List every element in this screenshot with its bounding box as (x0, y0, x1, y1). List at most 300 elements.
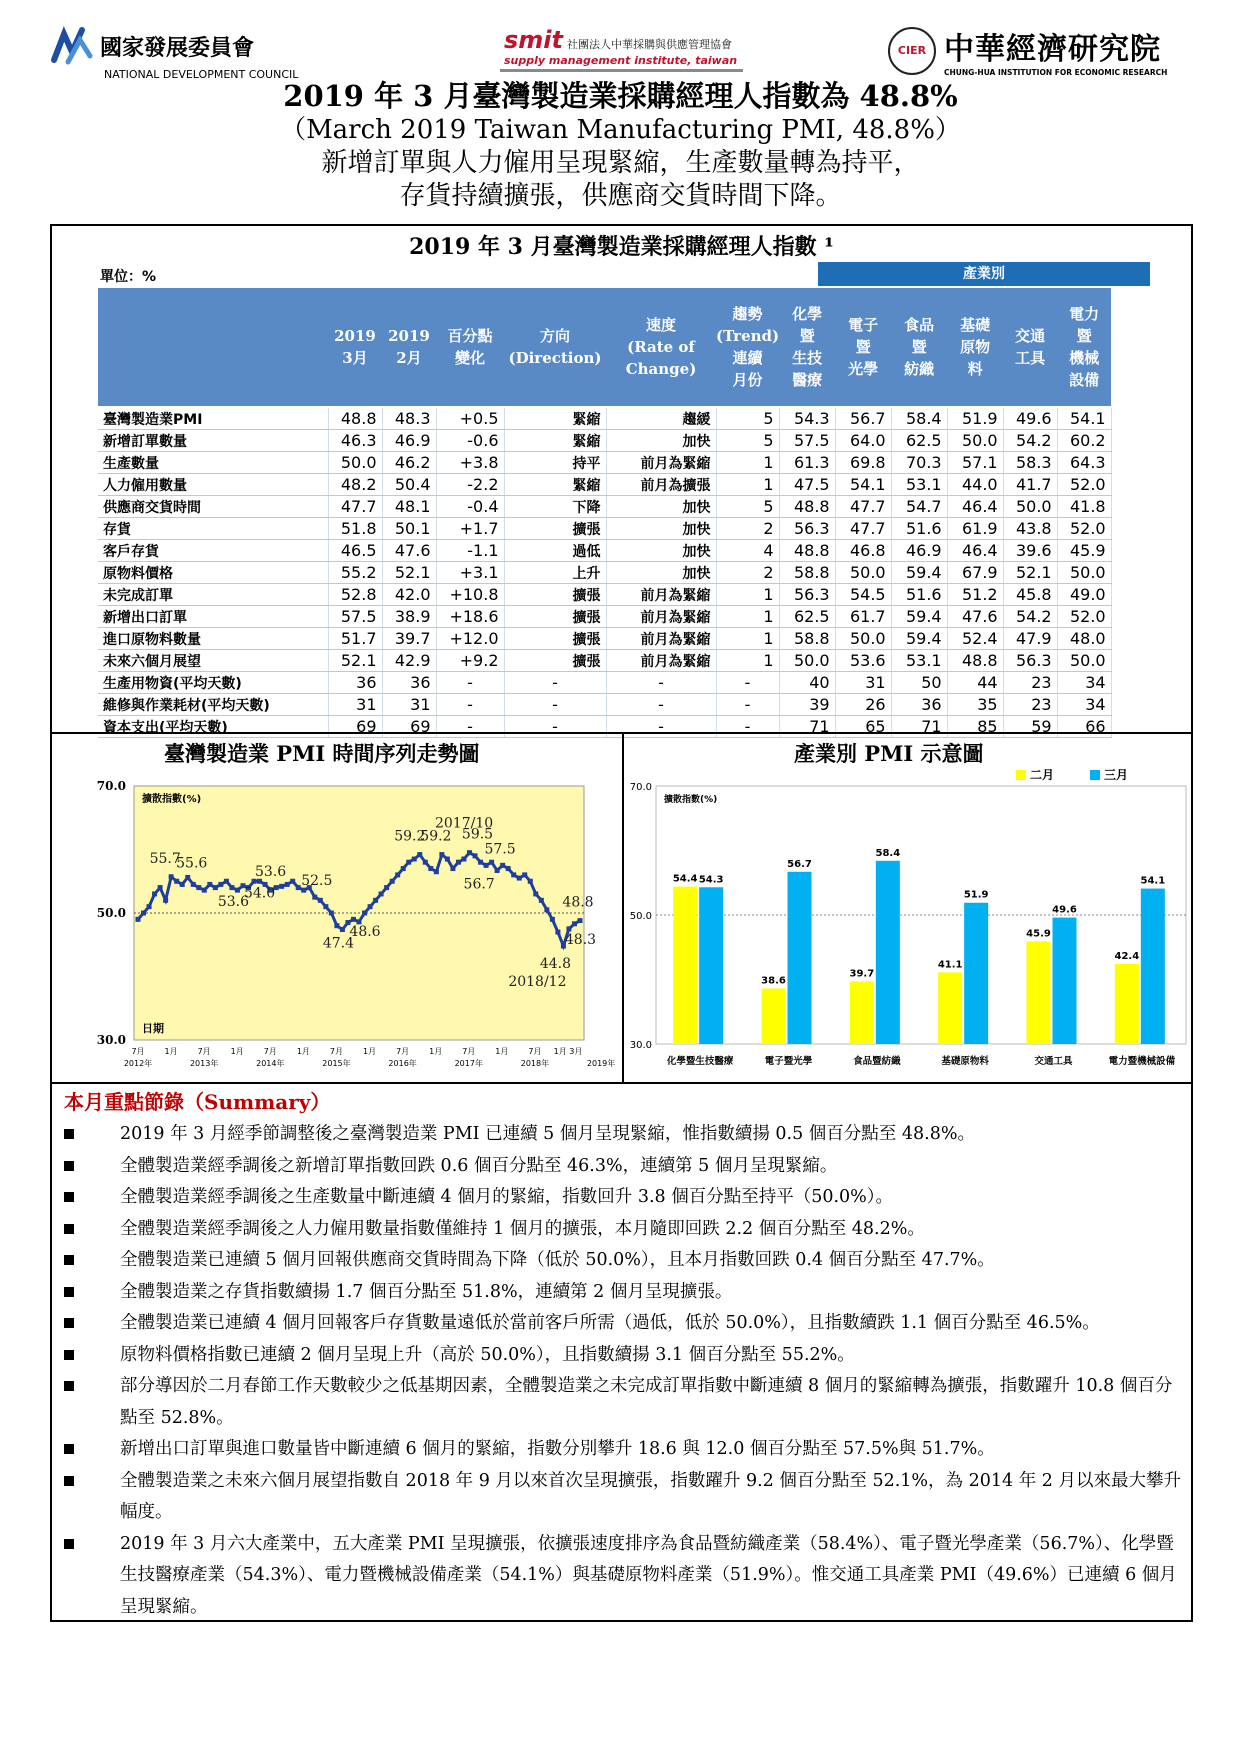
cell-industry: 45.8 (1003, 584, 1057, 606)
data-point (163, 898, 168, 903)
data-annotation: 56.7 (463, 876, 495, 893)
bullet-icon (64, 1192, 74, 1202)
table-row (98, 650, 1111, 672)
ndc-emblem-icon (50, 26, 94, 66)
cell-change: - (436, 716, 504, 738)
data-annotation: 48.3 (564, 931, 597, 948)
data-point (489, 860, 494, 865)
bar-value-label: 51.9 (963, 889, 989, 901)
bullet-icon (64, 1224, 74, 1234)
header-text: 2019 (388, 327, 430, 345)
data-point (185, 875, 190, 880)
summary-item (64, 1119, 1184, 1151)
cell-trend: 5 (716, 496, 779, 518)
cell-trend: 1 (716, 628, 779, 650)
data-point (329, 911, 334, 916)
year-label: 2017年 (454, 1059, 483, 1068)
cell-industry: 56.3 (779, 584, 835, 606)
cell-mar: 31 (328, 694, 382, 716)
cell-industry: 48.8 (947, 650, 1003, 672)
header-text: 速度 (645, 316, 676, 334)
data-point (312, 895, 317, 900)
bar-value-label: 56.7 (787, 858, 812, 870)
header-text: 基礎 (960, 316, 991, 334)
data-point (180, 882, 185, 887)
bar-chart-title: 產業別 PMI 示意圖 (794, 741, 984, 766)
cell-industry: 54.2 (1003, 606, 1057, 628)
cell-mar: 50.0 (328, 452, 382, 474)
data-point (318, 898, 323, 903)
data-annotation: 52.5 (301, 873, 333, 890)
cell-industry: 50.0 (947, 430, 1003, 452)
cell-feb: 52.1 (382, 562, 436, 584)
year-label: 2016年 (388, 1059, 417, 1068)
bar-value-label: 41.1 (937, 959, 963, 971)
cell-industry: 39.6 (1003, 540, 1057, 562)
table-row (98, 430, 1111, 452)
cell-trend: - (716, 694, 779, 716)
cell-direction: 擴張 (504, 650, 606, 672)
cell-industry: 26 (835, 694, 891, 716)
header-text: (Rate of (627, 338, 695, 356)
row-name: 人力僱用數量 (98, 474, 328, 496)
cell-direction: 緊縮 (504, 474, 606, 496)
row-name: 客戶存貨 (98, 540, 328, 562)
cell-industry: 59.4 (891, 628, 947, 650)
cell-trend: 2 (716, 562, 779, 584)
cell-industry: 31 (835, 672, 891, 694)
summary-item (64, 1308, 1184, 1340)
bar-value-label: 54.3 (698, 874, 724, 886)
cell-industry: 60.2 (1057, 430, 1111, 452)
summary-text: 新增出口訂單與進口數量皆中斷連續 6 個月的緊縮，指數分別攀升 18.6 與 12.0 個百分點至 57.5%與 51.7%。 (120, 1439, 995, 1459)
y-tick-label: 30.0 (629, 1040, 652, 1051)
table-row (98, 407, 1111, 430)
cell-mar: 51.7 (328, 628, 382, 650)
cell-mar: 48.8 (328, 407, 382, 430)
bar (876, 861, 900, 1044)
bar-value-label: 58.4 (875, 847, 901, 859)
main-title: 2019 年 3 月臺灣製造業採購經理人指數為 48.8% (283, 79, 958, 113)
table-row (98, 628, 1111, 650)
x-tick-label: 1月 (362, 1047, 377, 1056)
cell-industry: 49.6 (1003, 407, 1057, 430)
cell-industry: 70.3 (891, 452, 947, 474)
data-point (555, 930, 560, 935)
data-point (229, 885, 234, 890)
cell-change: -1.1 (436, 540, 504, 562)
header-text: 化學 (792, 305, 823, 323)
cell-rate: 前月為緊縮 (606, 650, 716, 672)
cell-direction: 緊縮 (504, 407, 606, 430)
cell-feb: 48.3 (382, 407, 436, 430)
header-industry-transport (1003, 288, 1057, 407)
header-direction (504, 288, 606, 407)
header-text: 原物 (960, 338, 991, 356)
cell-direction: 上升 (504, 562, 606, 584)
header-industry-food (891, 288, 947, 407)
bar-value-label: 49.6 (1052, 904, 1077, 916)
cell-industry: 44.0 (947, 474, 1003, 496)
summary-text: 全體製造業已連續 5 個月回報供應商交貨時間為下降（低於 50.0%），且本月指數回跌 0.4 個百分點至 47.7%。 (120, 1250, 995, 1270)
cell-industry: 34 (1057, 694, 1111, 716)
cell-rate: 前月為擴張 (606, 474, 716, 496)
summary-item (64, 1340, 1184, 1372)
industry-pmi-chart (626, 766, 1191, 1082)
bar (673, 887, 697, 1044)
cell-industry: 50.0 (779, 650, 835, 672)
cell-industry: 54.1 (835, 474, 891, 496)
cell-industry: 50.0 (1003, 496, 1057, 518)
cell-industry: 62.5 (779, 606, 835, 628)
cell-mar: 47.7 (328, 496, 382, 518)
cell-rate: 前月為緊縮 (606, 584, 716, 606)
header-text: 暨 (1076, 327, 1092, 345)
cell-industry: 43.8 (1003, 518, 1057, 540)
cell-industry: 52.4 (947, 628, 1003, 650)
subtitle-line-2: 存貨持續擴張，供應商交貨時間下降。 (399, 181, 842, 211)
cell-industry: 35 (947, 694, 1003, 716)
data-point (351, 917, 356, 922)
summary-item (64, 1182, 1184, 1214)
header-rate (606, 288, 716, 407)
bar (964, 903, 988, 1044)
table-row (98, 584, 1111, 606)
cell-industry: 36 (891, 694, 947, 716)
cell-trend: 1 (716, 584, 779, 606)
cell-industry: 51.9 (947, 407, 1003, 430)
data-point (517, 876, 522, 881)
data-annotation: 55.6 (176, 855, 208, 872)
cell-feb: 39.7 (382, 628, 436, 650)
cell-industry: 65 (835, 716, 891, 738)
row-name: 資本支出(平均天數) (98, 716, 328, 738)
header-text: 3月 (342, 349, 368, 367)
data-point (495, 868, 500, 873)
header-text: 2月 (396, 349, 422, 367)
cell-mar: 57.5 (328, 606, 382, 628)
cell-direction: 下降 (504, 496, 606, 518)
data-point (235, 888, 240, 893)
data-point (279, 884, 284, 889)
cell-trend: 1 (716, 474, 779, 496)
data-point (500, 863, 505, 868)
x-tick-label: 7月 (263, 1047, 277, 1056)
data-point (390, 879, 395, 884)
cell-industry: 69.8 (835, 452, 891, 474)
y-axis-label: 擴散指數(%) (142, 794, 202, 805)
cell-industry: 71 (891, 716, 947, 738)
header-industry-basic-materials (947, 288, 1003, 407)
cell-rate: 加快 (606, 496, 716, 518)
data-point (147, 904, 152, 909)
cell-industry: 48.0 (1057, 628, 1111, 650)
y-tick-label: 30.0 (96, 1033, 126, 1047)
cier-name: 中華經濟研究院 (944, 32, 1161, 67)
cell-feb: 31 (382, 694, 436, 716)
data-point (296, 885, 301, 890)
data-point (334, 923, 339, 928)
table-header-row (98, 288, 1111, 407)
data-annotation: 57.5 (484, 841, 516, 858)
table-row (98, 562, 1111, 584)
year-label: 2019年 (586, 1059, 616, 1068)
row-name: 未完成訂單 (98, 584, 328, 606)
cell-rate: 加快 (606, 430, 716, 452)
header-change (436, 288, 504, 407)
bullet-icon (64, 1318, 74, 1328)
data-point (384, 885, 389, 890)
data-point (456, 860, 461, 865)
industry-header: 產業別 (818, 262, 1150, 286)
summary-text: 全體製造業經季調後之生產數量中斷連續 4 個月的緊縮，指數回升 3.8 個百分點至持平（50.0%）。 (120, 1187, 894, 1207)
table-row (98, 540, 1111, 562)
smit-chinese-name: 社團法人中華採購與供應管理協會 (567, 38, 732, 51)
header-text: 料 (967, 360, 983, 378)
cell-industry: 47.7 (835, 496, 891, 518)
smit-english-name: supply management institute, taiwan (504, 54, 738, 67)
cell-industry: 61.9 (947, 518, 1003, 540)
cell-change: +18.6 (436, 606, 504, 628)
cell-feb: 42.0 (382, 584, 436, 606)
bar-value-label: 45.9 (1026, 928, 1051, 940)
cell-industry: 50.0 (1057, 650, 1111, 672)
cell-direction: 持平 (504, 452, 606, 474)
cell-direction: 過低 (504, 540, 606, 562)
data-point (395, 872, 400, 877)
data-annotation: 54.0 (243, 885, 276, 902)
summary-text: 部分導因於二月春節工作天數較少之低基期因素，全體製造業之未完成訂單指數中斷連續 8 個月的緊縮轉為擴張，指數躍升 10.8 個百分點至 52.8%。 (120, 1376, 1173, 1428)
data-annotation: 53.6 (217, 894, 250, 911)
cell-rate: - (606, 716, 716, 738)
bar (1027, 941, 1051, 1044)
summary-text: 原物料價格指數已連續 2 個月呈現上升（高於 50.0%），且指數續揚 3.1 個百分點至 55.2%。 (120, 1344, 855, 1365)
data-point (478, 860, 483, 865)
data-annotation: 59.2 (394, 828, 426, 845)
bar-value-label: 42.4 (1114, 951, 1140, 963)
cell-trend: 1 (716, 452, 779, 474)
legend-label: 二月 (1030, 768, 1055, 782)
y-tick-label: 70.0 (96, 779, 126, 793)
cell-industry: 44 (947, 672, 1003, 694)
header-logos (0, 0, 1241, 80)
bullet-icon (64, 1539, 74, 1549)
bullet-icon (64, 1350, 74, 1360)
table-row (98, 606, 1111, 628)
data-point (412, 857, 417, 862)
bar (1053, 918, 1077, 1044)
report-panel (50, 224, 1193, 1622)
cell-mar: 36 (328, 672, 382, 694)
cell-industry: 51.6 (891, 584, 947, 606)
cell-industry: 54.7 (891, 496, 947, 518)
bar (1115, 964, 1139, 1044)
row-name: 原物料價格 (98, 562, 328, 584)
row-name: 存貨 (98, 518, 328, 540)
data-annotation: 47.4 (322, 935, 355, 952)
bar-value-label: 54.4 (672, 873, 698, 885)
data-point (461, 857, 466, 862)
cell-industry: 51.2 (947, 584, 1003, 606)
cell-industry: 49.0 (1057, 584, 1111, 606)
row-name: 進口原物料數量 (98, 628, 328, 650)
bar (938, 972, 962, 1044)
data-point (428, 866, 433, 871)
summary-item (64, 1245, 1184, 1277)
data-point (218, 882, 223, 887)
cell-mar: 48.2 (328, 474, 382, 496)
table-row (98, 716, 1111, 738)
data-annotation: 48.8 (562, 894, 594, 911)
cell-direction: 擴張 (504, 518, 606, 540)
summary-text: 2019 年 3 月六大產業中，五大產業 PMI 呈現擴張，依擴張速度排序為食品暨紡織產業（58.4%）、電子暨光學產業（56.7%）、化學暨生技醫療產業（54.3%）、電力暨機械設備產業（54.1%）與基礎原物料產業（51.9%）。惟交通工具產業 PMI（49.6%）已連續 6 個月呈現緊縮。 (120, 1533, 1177, 1617)
cell-feb: 50.4 (382, 474, 436, 496)
cier-emblem-icon: CIER (888, 27, 936, 75)
cell-trend: - (716, 716, 779, 738)
data-point (323, 904, 328, 909)
pmi-time-series-chart (72, 766, 620, 1082)
cell-industry: 85 (947, 716, 1003, 738)
report-titles (0, 78, 1241, 213)
cell-industry: 54.5 (835, 584, 891, 606)
cell-industry: 50 (891, 672, 947, 694)
category-label: 食品暨紡織 (853, 1056, 901, 1067)
summary-item (64, 1151, 1184, 1183)
cier-english-name: CHUNG-HUA INSTITUTION FOR ECONOMIC RESEARCH (944, 68, 1168, 77)
cell-trend: 5 (716, 430, 779, 452)
data-annotation: 2017/10 (434, 815, 494, 832)
row-name: 生產數量 (98, 452, 328, 474)
data-point (401, 866, 406, 871)
bar-value-label: 54.1 (1140, 875, 1166, 887)
cell-industry: 59.4 (891, 562, 947, 584)
data-point (340, 927, 345, 932)
cell-feb: 46.9 (382, 430, 436, 452)
data-point (528, 879, 533, 884)
bullet-icon (64, 1381, 74, 1391)
summary-text: 全體製造業經季調後之人力僱用數量指數僅維持 1 個月的擴張，本月隨即回跌 2.2 個百分點至 48.2%。 (120, 1218, 925, 1239)
cell-feb: 36 (382, 672, 436, 694)
cell-industry: 47.5 (779, 474, 835, 496)
cell-industry: 51.6 (891, 518, 947, 540)
cell-trend: - (716, 672, 779, 694)
cell-industry: 50.0 (1057, 562, 1111, 584)
x-tick-label: 1月 (495, 1047, 509, 1056)
cell-feb: 69 (382, 716, 436, 738)
pmi-table (98, 288, 1112, 738)
cell-change: +0.5 (436, 407, 504, 430)
cell-industry: 41.8 (1057, 496, 1111, 518)
cell-rate: - (606, 694, 716, 716)
cell-industry: 54.1 (1057, 407, 1111, 430)
cell-industry: 41.7 (1003, 474, 1057, 496)
cell-trend: 1 (716, 650, 779, 672)
cell-industry: 58.8 (779, 562, 835, 584)
bar-value-label: 38.6 (761, 975, 786, 987)
x-tick-label: 1月 (164, 1047, 178, 1056)
data-point (417, 852, 422, 857)
cell-mar: 69 (328, 716, 382, 738)
cell-direction: - (504, 694, 606, 716)
data-point (202, 888, 207, 893)
header-text: 電子 (848, 316, 879, 334)
cell-direction: - (504, 672, 606, 694)
data-point (473, 853, 478, 858)
category-label: 電力暨機械設備 (1108, 1056, 1176, 1067)
cell-industry: 50.0 (835, 628, 891, 650)
smit-brand: smit (504, 26, 563, 54)
header-text: 食品 (904, 316, 935, 334)
data-annotation: 53.6 (255, 864, 287, 881)
cell-feb: 38.9 (382, 606, 436, 628)
header-text: 電力 (1069, 305, 1100, 323)
bar (850, 981, 874, 1044)
cell-direction: 擴張 (504, 628, 606, 650)
data-annotation: 44.8 (539, 956, 572, 973)
bar (1141, 889, 1165, 1044)
cell-industry: 71 (779, 716, 835, 738)
header-text: 月份 (732, 371, 763, 389)
cell-industry: 34 (1057, 672, 1111, 694)
cell-industry: 59 (1003, 716, 1057, 738)
cell-rate: 加快 (606, 518, 716, 540)
row-name: 生產用物資(平均天數) (98, 672, 328, 694)
cell-direction: 緊縮 (504, 430, 606, 452)
cell-change: +3.8 (436, 452, 504, 474)
summary-text: 全體製造業經季調後之新增訂單指數回跌 0.6 個百分點至 46.3%，連續第 5 個月呈現緊縮。 (120, 1155, 838, 1176)
row-name: 未來六個月展望 (98, 650, 328, 672)
data-point (169, 874, 174, 879)
x-tick-label: 7月 (131, 1047, 145, 1056)
cell-change: -0.6 (436, 430, 504, 452)
summary-item (64, 1434, 1184, 1466)
data-point (152, 891, 157, 896)
bullet-icon (64, 1444, 74, 1454)
data-point (423, 860, 428, 865)
cell-industry: 67.9 (947, 562, 1003, 584)
x-tick-label: 1月 3月 (553, 1047, 583, 1056)
data-point (533, 891, 538, 896)
legend-swatch (1016, 770, 1026, 780)
header-text: 趨勢 (732, 305, 763, 323)
cell-industry: 48.8 (779, 540, 835, 562)
cell-direction: 擴張 (504, 606, 606, 628)
cell-industry: 52.0 (1057, 606, 1111, 628)
cell-industry: 45.9 (1057, 540, 1111, 562)
summary-item (64, 1466, 1184, 1529)
cell-industry: 54.3 (779, 407, 835, 430)
cell-industry: 50.0 (835, 562, 891, 584)
cell-industry: 52.0 (1057, 518, 1111, 540)
summary-item (64, 1214, 1184, 1246)
cell-industry: 56.3 (1003, 650, 1057, 672)
cell-trend: 5 (716, 407, 779, 430)
cell-industry: 56.7 (835, 407, 891, 430)
cell-change: +9.2 (436, 650, 504, 672)
cell-industry: 59.4 (891, 606, 947, 628)
data-point (566, 926, 571, 931)
legend-label: 三月 (1104, 768, 1129, 782)
header-trend (716, 288, 779, 407)
data-annotation: 59.5 (461, 826, 494, 843)
header-industry-chemical (779, 288, 835, 407)
header-feb (382, 288, 436, 407)
data-point (522, 872, 527, 877)
data-point (506, 866, 511, 871)
cell-industry: 66 (1057, 716, 1111, 738)
header-text: 醫療 (792, 371, 823, 389)
cell-industry: 62.5 (891, 430, 947, 452)
